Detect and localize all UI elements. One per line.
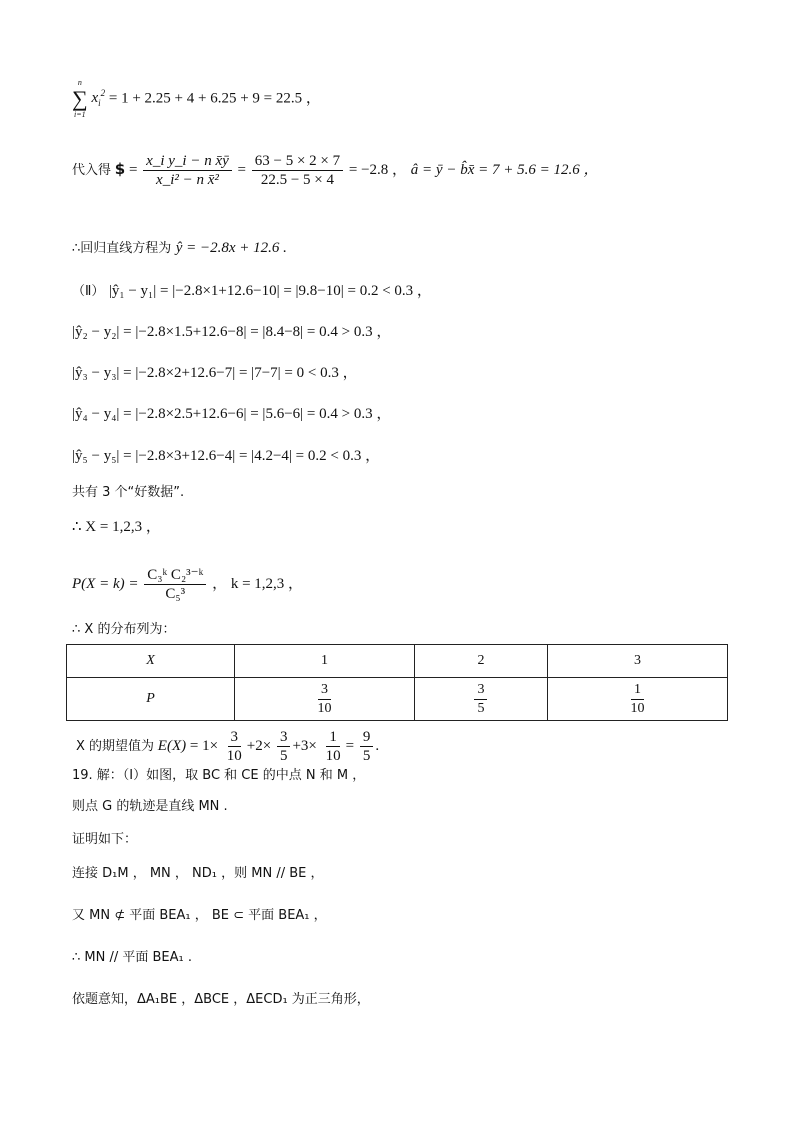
table-header-cell: 3 <box>548 645 728 678</box>
table-header-cell: 2 <box>414 645 547 678</box>
check-row-3: |ŷ₃ − y₃| = |−2.8×2+12.6−7| = |7−7| = 0 < 0.3 ， <box>72 365 358 381</box>
prob-k-range: ， k = 1,2,3 ， <box>212 575 304 592</box>
prob-lhs: P(X = k) = <box>72 575 139 592</box>
b-general-fraction: $\frac{\text{x\_i y\_i − n x̄ȳ}}{\text{x\_i² − n x̄²}}$ <box>143 152 232 189</box>
check-row-4: |ŷ₄ − y₄| = |−2.8×2.5+12.6−6| = |5.6−6| = 0.4 > 0.3 ， <box>72 406 392 422</box>
prob-fraction: $\frac{\text{C₃ᵏ C₂³⁻ᵏ}}{\text{C₅³}}$ <box>144 566 206 603</box>
connect-line: 连接 D₁M ， MN ， ND₁ ，则 MN // BE ， <box>72 866 324 881</box>
regression-equation: ŷ = −2.8x + 12.6 . <box>175 240 287 256</box>
equals-sign: = <box>128 161 138 178</box>
table-cell: $\frac{3}{10}$ <box>235 678 415 721</box>
x-values-line: ∴ X = 1,2,3 ， <box>72 519 161 535</box>
b-hat-glyph: $ <box>114 159 126 178</box>
also-line: 又 MN ⊄ 平面 BEA₁ ， BE ⊂ 平面 BEA₁ ， <box>72 908 327 923</box>
distribution-table <box>66 644 728 721</box>
part-two-label: （Ⅱ） <box>72 284 105 299</box>
table-row-label: P <box>67 678 235 721</box>
table-header-cell: X <box>67 645 235 678</box>
sum-squares-expr: = 1 + 2.25 + 4 + 6.25 + 9 = 22.5 ， <box>108 90 321 107</box>
table-header-cell: 1 <box>235 645 415 678</box>
table-row <box>67 645 728 678</box>
table-row <box>67 678 728 721</box>
probability-formula <box>72 566 303 603</box>
regression-prefix: ∴回归直线方程为 <box>72 241 172 256</box>
check-expr-1: |ŷ₁ − y₁| = |−2.8×1+12.6−10| = |9.8−10| = 0.2 < 0.3 ， <box>108 283 432 299</box>
b-result: = −2.8 ， <box>348 161 408 178</box>
b-value-fraction: $\frac{63 - 5 \times 2 \times 7}{22.5 - 5 \times 4}$ <box>252 152 343 189</box>
distribution-title: ∴ X 的分布列为： <box>72 622 176 637</box>
substitute-prefix: 代入得 <box>72 162 112 178</box>
table-cell: $\frac{1}{10}$ <box>548 678 728 721</box>
q19-track: 则点 G 的轨迹是直线 MN . <box>72 799 228 814</box>
therefore-line: ∴ MN // 平面 BEA₁ . <box>72 950 193 965</box>
table-cell: $\frac{3}{5}$ <box>414 678 547 721</box>
expect-prefix: X 的期望值为 <box>76 738 155 754</box>
a-hat-expression: â = ȳ − b̂x̄ = 7 + 5.6 = 12.6 ， <box>410 161 599 178</box>
expectation-line: X 的期望值为 E(X) = 1× $\frac{3}{10}$ +2× $\frac{3}{5}$ +3× $\frac{1}{10}$ = $\frac{9}{5}$ . <box>76 729 380 764</box>
q19-intro: 19. 解：（Ⅰ）如图，取 BC 和 CE 的中点 N 和 M ， <box>72 768 366 783</box>
good-data-count: 共有 3 个“好数据”. <box>72 485 185 500</box>
check-row-2: |ŷ₂ − y₂| = |−2.8×1.5+12.6−8| = |8.4−8| = 0.4 > 0.3 ， <box>72 324 392 340</box>
b-hat-line: 代入得 $ = $\frac{\text{x\_i y\_i − n x̄ȳ}}{\text{x\_i² − n x̄²}}$ = $\frac{63 - 5 \times 2 \times 7}{22.5 - 5 \times 4}$ = −2.8 ， â = ȳ − b̂x̄ = 7 + 5.6 = 12.6 ， <box>72 153 599 188</box>
check-row-5: |ŷ₅ − y₅| = |−2.8×3+12.6−4| = |4.2−4| = 0.2 < 0.3 ， <box>72 448 381 464</box>
regression-line <box>72 238 287 259</box>
sum-of-squares-line: n ∑ i=1 $x_i^2 = 1 + 2.25 + 4 + 6.25 + 9 = 22.5$ ， <box>72 78 321 119</box>
sigma-symbol: n ∑ i=1 <box>72 78 88 119</box>
conclude-line: 依题意知，ΔA₁BE ，ΔBCE ，ΔECD₁ 为正三角形， <box>72 992 370 1007</box>
check-row-1 <box>72 281 432 302</box>
proof-title: 证明如下： <box>72 832 138 847</box>
